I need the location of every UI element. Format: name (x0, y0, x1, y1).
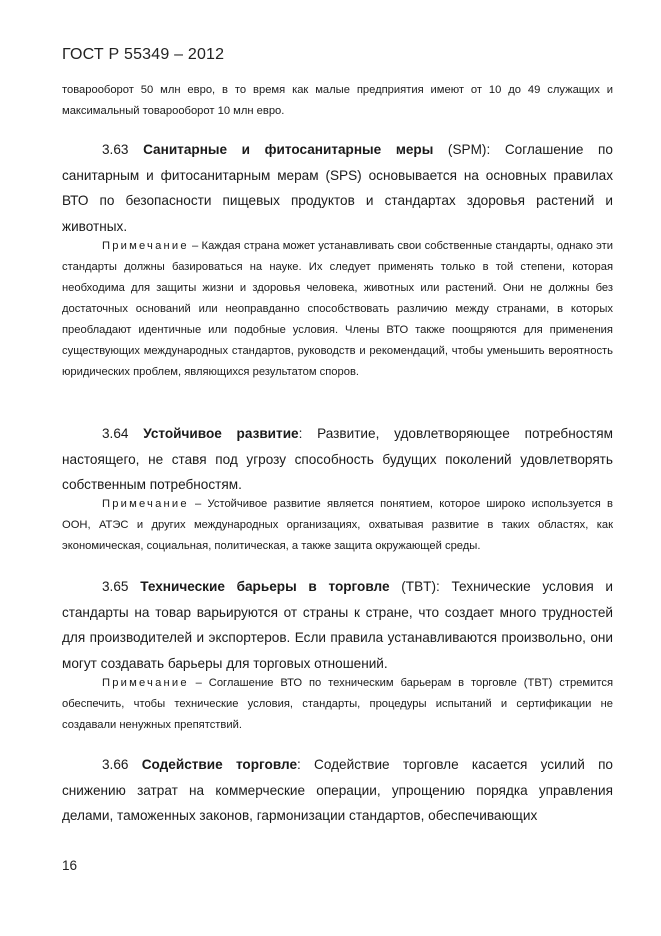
section-3-63-note (62, 236, 613, 383)
term-definition: : Содействие торговле касается усилий по снижению затрат на коммерческие операции, упрощению порядка управления делами, таможенных законов, гармонизации стандартов, обеспечивающих (62, 757, 613, 823)
page-number: 16 (62, 858, 78, 873)
section-number: 3.65 (102, 579, 129, 594)
term-title: Содействие торговле (141, 757, 298, 772)
term-title: Технические барьеры в торговле (140, 579, 390, 594)
note-text: – Устойчивое развитие является понятием, которое широко используется в ООН, АТЭС и других международных организациях, охватывая развитие в таких областях, как экономическая, социальная, политическая, а также защита окружающей среды. (62, 498, 613, 552)
note-label: Примечание (102, 240, 189, 252)
section-3-64-definition (62, 421, 613, 498)
note-text: – Каждая страна может устанавливать свои собственные стандарты, однако эти стандарты должны базироваться на науке. Их следует применять только в той степени, которая необходима для защиты жизни и здоровья человека, животных или растений. Они не должны без достаточных оснований или неоправданно способствовать различию между странами, в которых преобладают идентичные или подобные условия. Члены ВТО также поощряются для применения существующих международных стандартов, руководств и рекомендаций, чтобы уменьшить вероятность юридических проблем, являющихся результатом споров. (62, 240, 613, 378)
continuation-paragraph: товарооборот 50 млн евро, в то время как малые предприятия имеют от 10 до 49 служащих и максимальный товарооборот 10 млн евро. (62, 84, 613, 117)
note-text: – Соглашение ВТО по техническим барьерам в торговле (TBT) стремится обеспечить, чтобы технические условия, стандарты, процедуры испытаний и сертификации не создавали ненужных препятствий. (62, 677, 613, 731)
term-definition: : Развитие, удовлетворяющее потребностям настоящего, не ставя под угрозу способность будущих поколений удовлетворять собственным потребностям. (62, 426, 613, 492)
section-3-66-definition (62, 752, 613, 829)
document-header: ГОСТ Р 55349 – 2012 (62, 46, 225, 63)
term-definition: (TBT): Технические условия и стандарты на товар варьируются от страны к стране, что создает много трудностей для производителей и экспортеров. Если правила устанавливаются произвольно, они могут создавать барьеры для торговых отношений. (62, 579, 613, 671)
section-3-63-definition (62, 137, 613, 239)
section-3-65-definition (62, 574, 613, 676)
note-label: Примечание (102, 498, 189, 510)
section-number: 3.63 (102, 142, 129, 157)
section-number: 3.64 (102, 426, 129, 441)
section-3-65-note (62, 673, 613, 736)
section-3-64-note (62, 494, 613, 557)
term-title: Устойчивое развитие (143, 426, 299, 441)
term-title: Санитарные и фитосанитарные меры (143, 142, 434, 157)
section-number: 3.66 (102, 757, 129, 772)
term-definition: (SPM): Соглашение по санитарным и фитосанитарным мерам (SPS) основывается на основных правилах ВТО по безопасности пищевых продуктов и стандартах здоровья растений и животных. (62, 142, 613, 234)
note-label: Примечание (102, 677, 189, 689)
